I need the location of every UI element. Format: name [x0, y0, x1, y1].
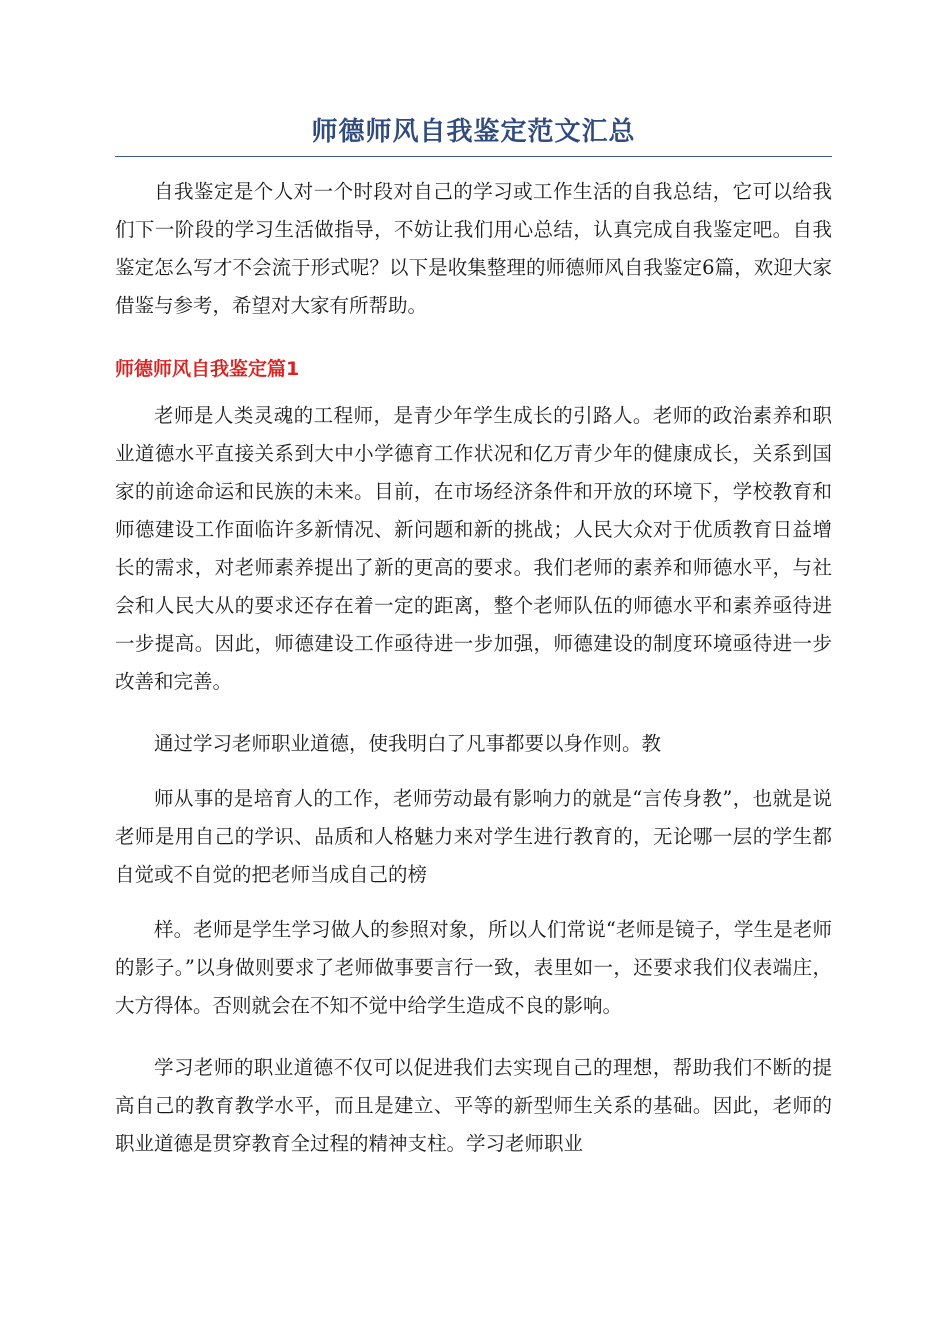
- section-heading: 师德师风自我鉴定篇1: [115, 358, 300, 380]
- body-paragraph-5: 学习老师的职业道德不仅可以促进我们去实现自己的理想，帮助我们不断的提高自己的教育教学水平，而且是建立、平等的新型师生关系的基础。因此，老师的职业道德是贯穿教育全过程的精神支柱。学习老师职业: [115, 1056, 832, 1155]
- document-title: 师德师风自我鉴定范文汇总: [311, 117, 636, 147]
- title-underline: [115, 156, 832, 157]
- body-paragraph-3: 师从事的是培育人的工作，老师劳动最有影响力的就是“言传身教”，也就是说老师是用自己的学识、品质和人格魅力来对学生进行教育的，无论哪一层的学生都自觉或不自觉的把老师当成自己的榜: [115, 787, 832, 886]
- body-paragraph-1: 老师是人类灵魂的工程师，是青少年学生成长的引路人。老师的政治素养和职业道德水平直接关系到大中小学德育工作状况和亿万青少年的健康成长，关系到国家的前途命运和民族的未来。目前，在市场经济条件和开放的环境下，学校教育和师德建设工作面临许多新情况、新问题和新的挑战；人民大众对于优质教育日益增长的需求，对老师素养提出了新的更高的要求。我们老师的素养和师德水平，与社会和人民大从的要求还存在着一定的距离，整个老师队伍的师德水平和素养亟待进一步提高。因此，师德建设工作亟待进一步加强，师德建设的制度环境亟待进一步改善和完善。: [115, 404, 832, 693]
- body-paragraph-4: 样。老师是学生学习做人的参照对象，所以人们常说“老师是镜子，学生是老师的影子。”以身做则要求了老师做事要言行一致，表里如一，还要求我们仪表端庄，大方得体。否则就会在不知不觉中给学生造成不良的影响。: [115, 918, 832, 1017]
- document-page: [115, 110, 832, 1163]
- body-paragraph-2: 通过学习老师职业道德，使我明白了凡事都要以身作则。教: [154, 732, 662, 755]
- intro-paragraph: 自我鉴定是个人对一个时段对自己的学习或工作生活的自我总结，它可以给我们下一阶段的学习生活做指导，不妨让我们用心总结，认真完成自我鉴定吧。自我鉴定怎么写才不会流于形式呢？以下是收集整理的师德师风自我鉴定6篇，欢迎大家借鉴与参考，希望对大家有所帮助。: [115, 180, 832, 317]
